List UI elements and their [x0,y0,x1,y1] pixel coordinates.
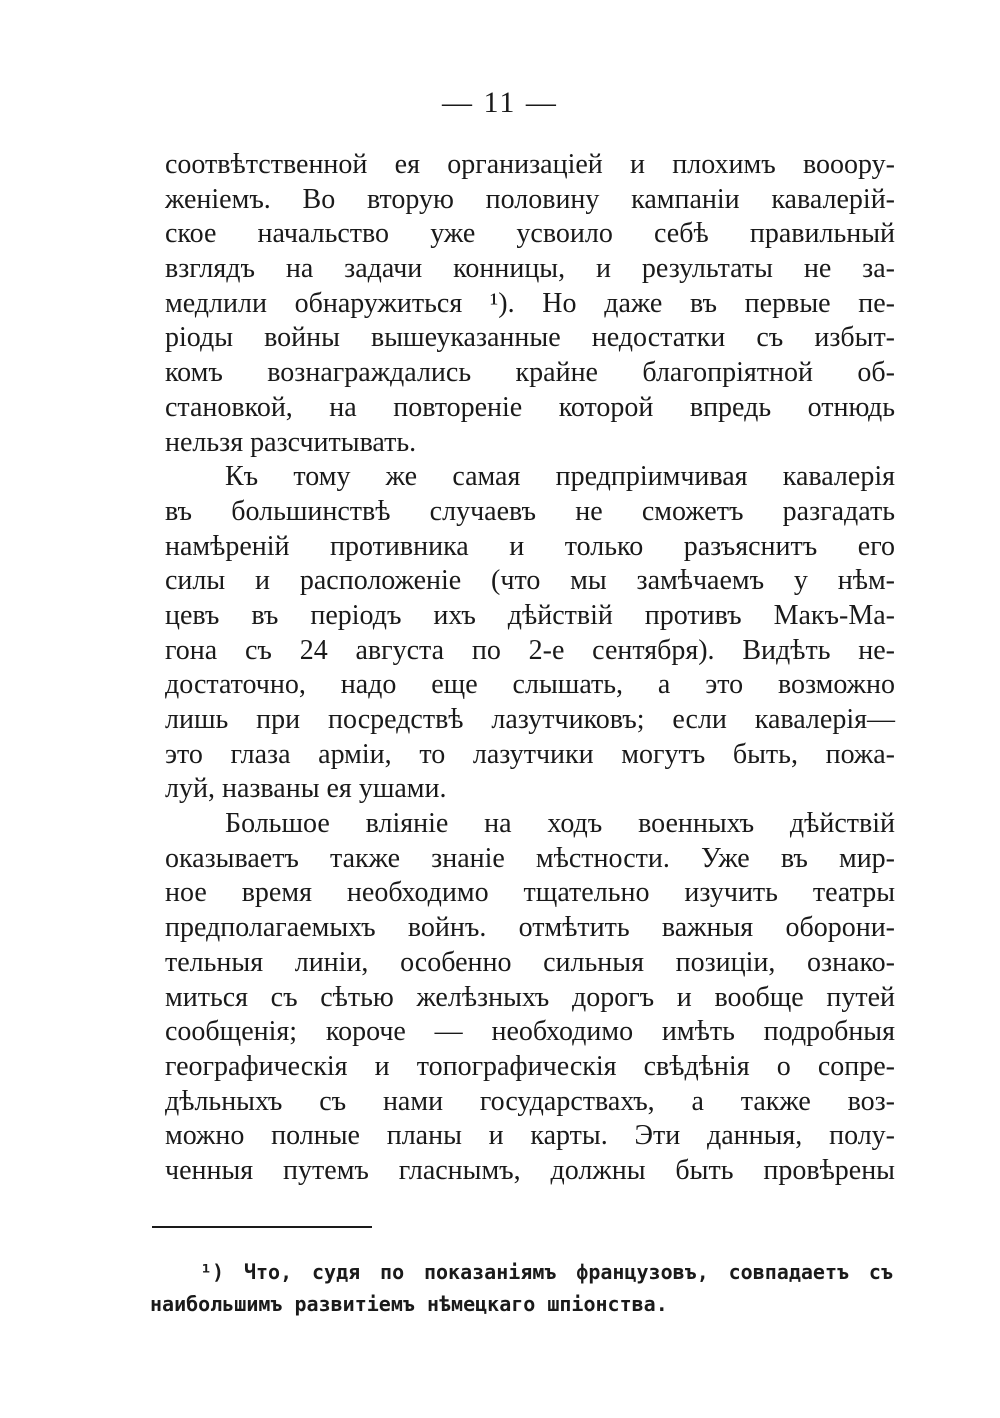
text-line: это глаза арміи, то лазутчики могутъ быть, пожа- [165,738,895,770]
text-line: женіемъ. Во вторую половину кампаніи кавалерій- [165,183,895,215]
text-line: дѣльныхъ съ нами государствахъ, а также воз- [165,1085,895,1117]
text-line: лишь при посредствѣ лазутчиковъ; если кавалерія— [165,704,895,735]
text-line: можно полные планы и карты. Эти данныя, полу- [165,1120,895,1152]
text-line: ченныя путемъ гласнымъ, должны быть провѣрены [165,1154,895,1186]
page-number: — 11 — [442,86,558,119]
text-line: ное время необходимо тщательно изучить театры [165,877,895,909]
text-line: цевъ въ періодъ ихъ дѣйствій противъ Макъ-Ма- [165,599,895,631]
text-line: луй, названы ея ушами. [165,773,447,805]
text-line: миться съ сѣтью желѣзныхъ дорогъ и вообще путей [165,981,895,1013]
text-line: намѣреній противника и только разъяснитъ его [165,530,895,562]
text-line: въ большинствѣ случаевъ не сможетъ разгадать [165,495,895,527]
text-line: тельныя линіи, особенно сильныя позиціи, ознако- [165,946,895,978]
text-line: взглядъ на задачи конницы, и результаты не за- [165,253,895,285]
text-line: Къ тому же самая предпріимчивая кавалерія [225,461,895,493]
text-line: медлили обнаружиться ¹). Но даже въ первые пе- [165,287,895,319]
text-line: сообщенія; короче — необходимо имѣть подробныя [165,1016,895,1048]
footnote [150,1256,893,1320]
body-text [165,148,895,1189]
text-line: соотвѣтственной ея организаціей и плохимъ вооору- [165,149,895,180]
text-line: ское начальство уже усвоило себѣ правильный [165,218,895,250]
text-line: достаточно, надо еще слышать, а это возможно [165,669,895,701]
text-line: гона съ 24 августа по 2-е сентября). Видѣть не- [165,634,895,666]
text-line: ріоды войны вышеуказанные недостатки съ избыт- [165,322,895,354]
footnote-line: наибольшимъ развитіемъ нѣмецкаго шпіонства. [150,1292,668,1316]
text-line: силы и расположеніе (что мы замѣчаемъ у нѣм- [165,565,895,597]
text-line: предполагаемыхъ войнъ. отмѣтить важныя оборони- [165,912,895,944]
footnote-divider [152,1226,372,1228]
text-line: становкой, на повтореніе которой впредь отнюдь [165,391,895,423]
text-line: географическія и топографическія свѣдѣнія о сопре- [165,1050,895,1082]
text-line: Большое вліяніе на ходъ военныхъ дѣйствій [225,808,895,840]
text-line: комъ вознаграждались крайне благопріятной об- [165,357,895,389]
footnote-line: ¹) Что, судя по показаніямъ французовъ, совпадаетъ съ [200,1260,893,1284]
text-line: оказываетъ также знаніе мѣстности. Уже въ мир- [165,842,895,874]
text-line: нельзя разсчитывать. [165,426,417,458]
